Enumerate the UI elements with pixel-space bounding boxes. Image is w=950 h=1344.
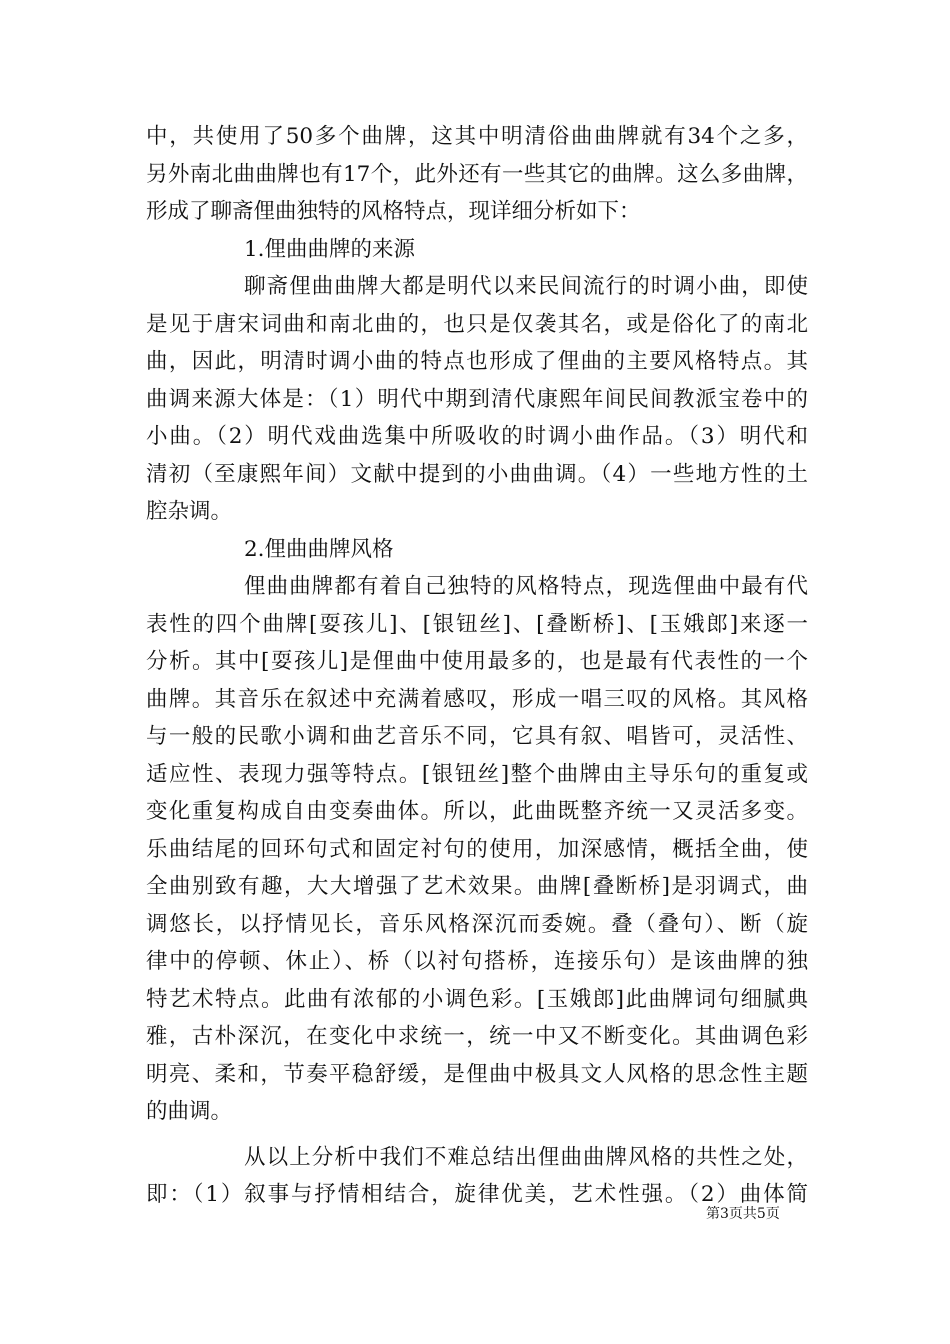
section-heading-1: 1.俚曲曲牌的来源 xyxy=(244,236,416,262)
text-line: 全曲别致有趣，大大增强了艺术效果。曲牌[叠断桥]是羽调式，曲 xyxy=(146,874,808,899)
text-line: 曲，因此，明清时调小曲的特点也形成了俚曲的主要风格特点。其 xyxy=(146,349,808,374)
text-line: 清初（至康熙年间）文献中提到的小曲曲调。（4）一些地方性的土 xyxy=(146,461,808,487)
text-line: 形成了聊斋俚曲独特的风格特点，现详细分析如下： xyxy=(146,199,641,224)
text-line: 适应性、表现力强等特点。[银钮丝]整个曲牌由主导乐句的重复或 xyxy=(146,761,808,787)
text-line: 俚曲曲牌都有着自己独特的风格特点，现选俚曲中最有代 xyxy=(244,574,808,599)
text-line: 从以上分析中我们不难总结出俚曲曲牌风格的共性之处， xyxy=(244,1144,808,1170)
section-heading-2: 2.俚曲曲牌风格 xyxy=(244,536,394,562)
text-line: 雅，古朴深沉，在变化中求统一，统一中又不断变化。其曲调色彩 xyxy=(146,1024,808,1049)
text-line: 调悠长，以抒情见长，音乐风格深沉而委婉。叠（叠句）、断（旋 xyxy=(146,911,808,937)
text-line: 表性的四个曲牌[耍孩儿]、[银钮丝]、[叠断桥]、[玉娥郎]来逐一 xyxy=(146,611,808,637)
paragraph-gap xyxy=(146,1131,808,1139)
text-line: 特艺术特点。此曲有浓郁的小调色彩。[玉娥郎]此曲牌词句细腻典 xyxy=(146,986,808,1012)
text-line: 明亮、柔和，节奏平稳舒缓，是俚曲中极具文人风格的思念性主题 xyxy=(146,1061,808,1087)
body-text xyxy=(146,118,808,1214)
text-line: 腔杂调。 xyxy=(146,499,233,524)
text-line: 的曲调。 xyxy=(146,1099,233,1124)
text-line: 曲牌。其音乐在叙述中充满着感叹，形成一唱三叹的风格。其风格 xyxy=(146,686,808,712)
text-line: 变化重复构成自由变奏曲体。所以，此曲既整齐统一又灵活多变。 xyxy=(146,799,808,824)
text-line: 是见于唐宋词曲和南北曲的，也只是仅袭其名，或是俗化了的南北 xyxy=(146,311,808,337)
text-line: 分析。其中[耍孩儿]是俚曲中使用最多的，也是最有代表性的一个 xyxy=(146,649,808,674)
text-line: 聊斋俚曲曲牌大都是明代以来民间流行的时调小曲，即使 xyxy=(244,274,808,299)
text-line: 律中的停顿、休止）、桥（以衬句搭桥，连接乐句）是该曲牌的独 xyxy=(146,949,808,974)
page-number: 第3页共5页 xyxy=(706,1206,780,1222)
text-line: 与一般的民歌小调和曲艺音乐不同，它具有叙、唱皆可，灵活性、 xyxy=(146,724,808,749)
text-line: 乐曲结尾的回环句式和固定衬句的使用，加深感情，概括全曲，使 xyxy=(146,836,808,862)
text-line: 小曲。（2）明代戏曲选集中所吸收的时调小曲作品。（3）明代和 xyxy=(146,424,808,449)
text-line: 中，共使用了50多个曲牌，这其中明清俗曲曲牌就有34个之多， xyxy=(146,124,808,149)
text-line: 另外南北曲曲牌也有17个，此外还有一些其它的曲牌。这么多曲牌， xyxy=(146,161,808,187)
text-line: 即：（1）叙事与抒情相结合，旋律优美，艺术性强。（2）曲体简 xyxy=(146,1182,808,1207)
text-line: 曲调来源大体是：（1）明代中期到清代康熙年间民间教派宝卷中的 xyxy=(146,386,808,412)
